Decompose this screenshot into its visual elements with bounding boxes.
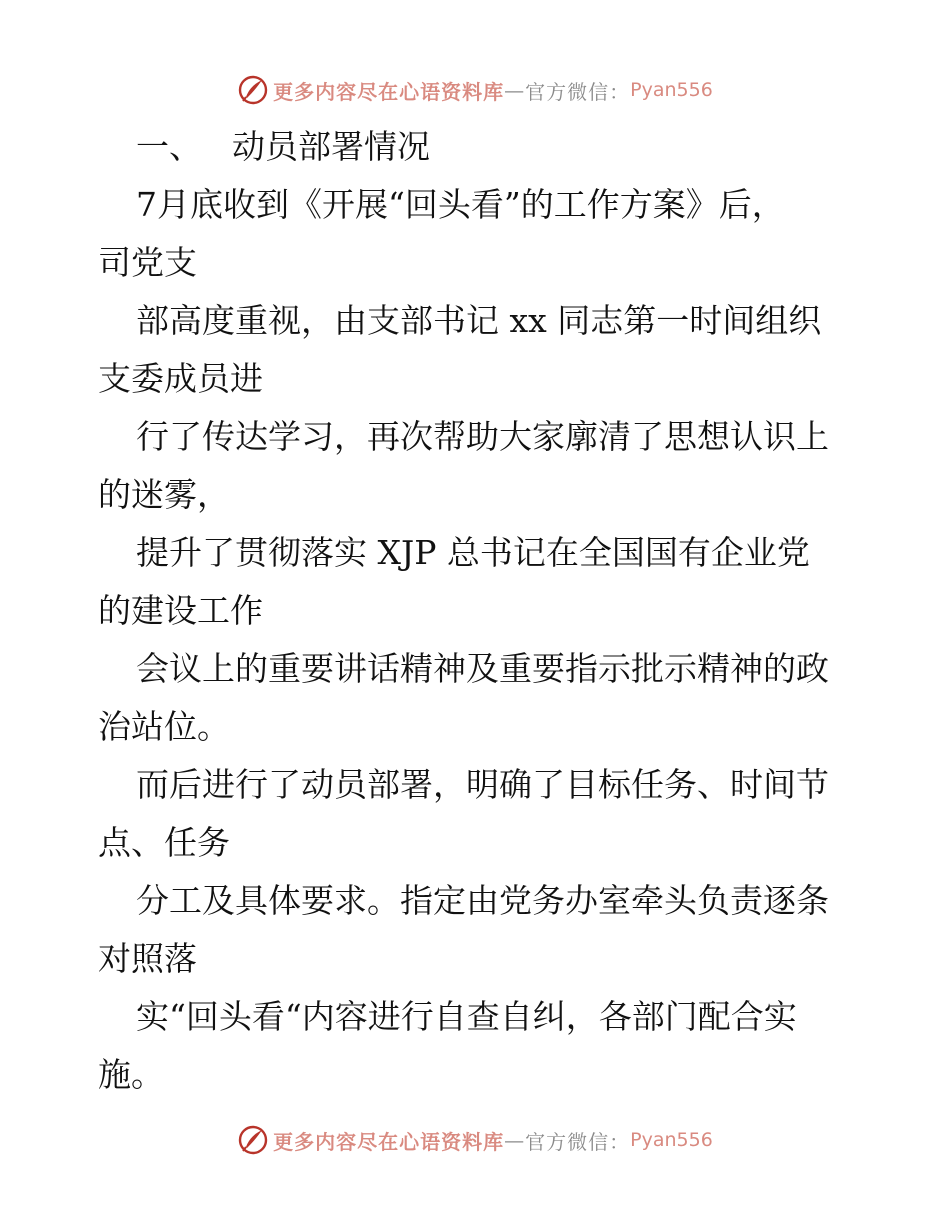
text-line: 而后进行了动员部署，明确了目标任务、时间节 [136, 765, 829, 804]
quill-logo-icon [237, 1124, 269, 1156]
text-line: 施。 [98, 1055, 164, 1094]
text-line: 对照落 [98, 939, 197, 978]
header-banner [0, 70, 950, 110]
banner-wechat-id: Pyan556 [630, 1129, 713, 1151]
text-line: 分工及具体要求。指定由党务办室牵头负责逐条 [136, 881, 829, 920]
text-line: 行了传达学习，再次帮助大家廓清了思想认识上 [136, 417, 829, 456]
heading-number: 一、 [136, 127, 202, 166]
section-heading [98, 118, 856, 176]
banner-wechat-id: Pyan556 [630, 79, 713, 101]
banner-main-text: 更多内容尽在心语资料库 [273, 1129, 505, 1154]
text-line: 治站位。 [98, 707, 230, 746]
banner-separator: — [504, 78, 526, 102]
text-line: 的建设工作 [98, 591, 263, 630]
text-line: 点、任务 [98, 823, 230, 862]
text-line: 7月底收到《开展“回头看”的工作方案》后， [136, 185, 785, 224]
paragraph-lines [98, 176, 856, 1104]
text-line: 部高度重视，由支部书记 xx 同志第一时间组织 [136, 301, 822, 340]
text-line: 实“回头看“内容进行自查自纠，各部门配合实 [136, 997, 797, 1036]
banner-separator: — [504, 1128, 526, 1152]
text-line: 会议上的重要讲话精神及重要指示批示精神的政 [136, 649, 829, 688]
heading-title: 动员部署情况 [232, 127, 430, 166]
banner-label: 官方微信： [525, 79, 631, 104]
text-line: 的迷雾， [98, 475, 230, 514]
document-body [98, 118, 856, 1104]
text-line: 提升了贯彻落实 XJP 总书记在全国国有企业党 [136, 533, 810, 572]
quill-logo-icon [237, 74, 269, 106]
text-line: 支委成员进 [98, 359, 263, 398]
banner-label: 官方微信： [525, 1129, 631, 1154]
footer-banner [0, 1120, 950, 1160]
text-line: 司党支 [98, 243, 197, 282]
banner-main-text: 更多内容尽在心语资料库 [273, 79, 505, 104]
